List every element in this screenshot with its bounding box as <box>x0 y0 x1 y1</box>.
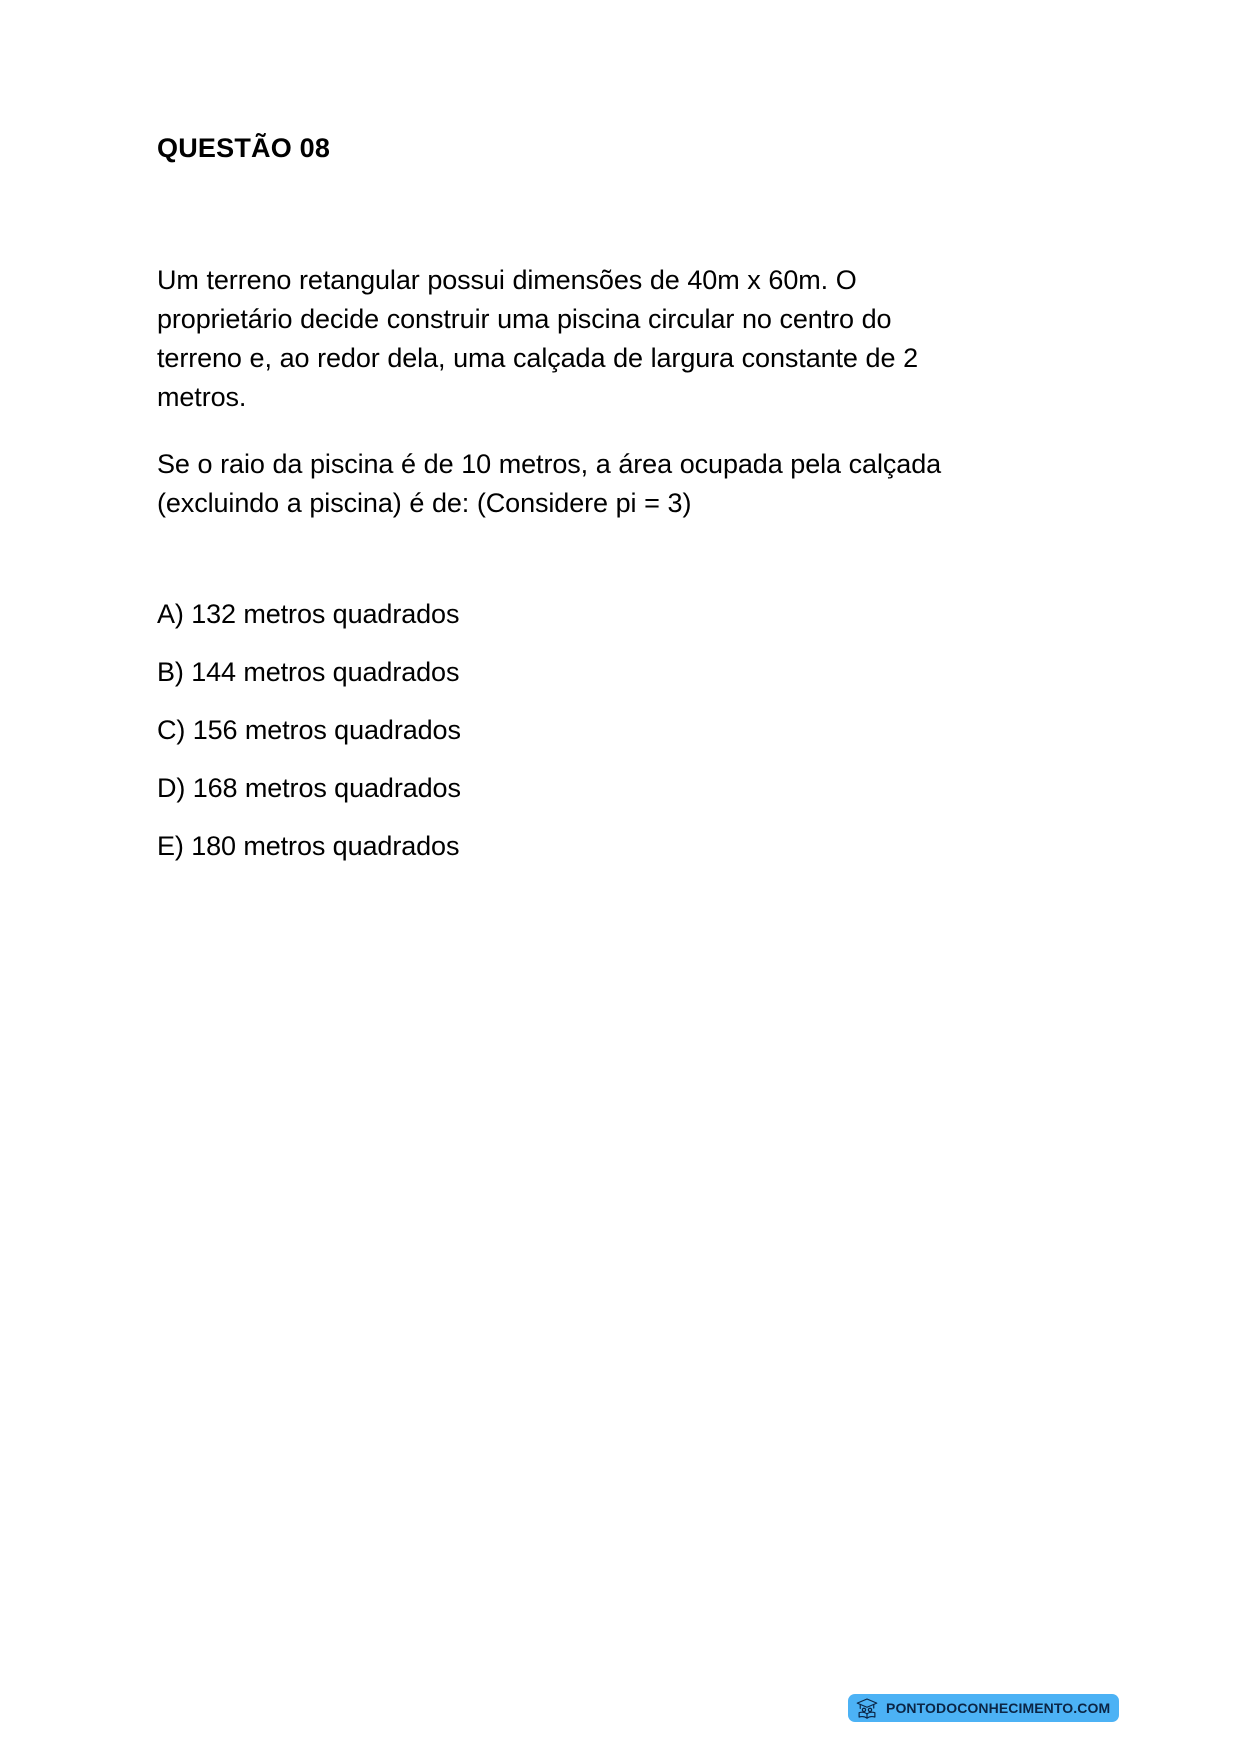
question-statement-paragraph-1: Um terreno retangular possui dimensões de 40m x 60m. O proprietário decide construir uma piscina circular no centro do terreno e, ao redor dela, uma calçada de largura constante de 2 metros. <box>157 265 918 413</box>
answer-option-e[interactable]: E) 180 metros quadrados <box>157 831 460 862</box>
answer-option-b[interactable]: B) 144 metros quadrados <box>157 657 460 688</box>
graduation-cap-book-icon <box>855 1696 879 1720</box>
answer-option-d[interactable]: D) 168 metros quadrados <box>157 773 461 804</box>
answer-option-c[interactable]: C) 156 metros quadrados <box>157 715 461 746</box>
answer-option-a[interactable]: A) 132 metros quadrados <box>157 599 460 630</box>
question-statement-paragraph-2: Se o raio da piscina é de 10 metros, a área ocupada pela calçada (excluindo a piscina) é de: (Considere pi = 3) <box>157 449 942 519</box>
site-watermark-badge <box>848 1694 1119 1722</box>
watermark-label: PONTODOCONHECIMENTO.COM <box>886 1700 1111 1716</box>
document-content <box>157 0 957 885</box>
page-title: QUESTÃO 08 <box>157 133 331 163</box>
answer-options-list <box>157 595 957 866</box>
